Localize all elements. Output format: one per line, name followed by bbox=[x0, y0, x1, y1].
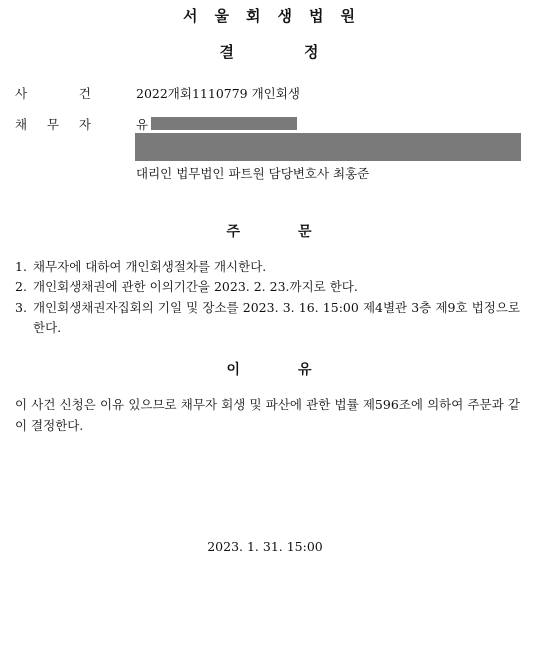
reason-heading: 이유 bbox=[226, 362, 370, 378]
document-title: 결정 bbox=[219, 43, 389, 61]
order-item-number: 3. bbox=[15, 300, 27, 315]
order-item-number: 2. bbox=[15, 279, 27, 294]
order-item-text: 개인회생채권에 관한 이의기간을 2023. 2. 23.까지로 한다. bbox=[33, 279, 358, 294]
debtor-label-char-3: 자 bbox=[78, 117, 91, 132]
case-label-char-1: 사 bbox=[15, 86, 28, 101]
representative-line: 대리인 법무법인 파트원 담당변호사 최홍준 bbox=[136, 166, 370, 181]
debtor-label-char-1: 채 bbox=[15, 117, 28, 132]
case-label bbox=[15, 84, 91, 102]
order-item-text: 채무자에 대하여 개인회생절차를 개시한다. bbox=[33, 259, 267, 274]
debtor-label bbox=[15, 115, 91, 133]
order-item-text: 개인회생채권자집회의 기일 및 장소를 2023. 3. 16. 15:00 제4별관 3층 제9호 법정으로 한다. bbox=[33, 300, 520, 335]
debtor-label-char-2: 무 bbox=[46, 117, 60, 132]
case-label-char-2: 건 bbox=[78, 86, 91, 101]
debtor-name-prefix: 유 bbox=[136, 117, 149, 132]
reason-text: 이 사건 신청은 이유 있으므로 채무자 회생 및 파산에 관한 법률 제596조에 의하여 주문과 같이 결정한다. bbox=[15, 397, 520, 433]
order-item-number: 1. bbox=[15, 259, 27, 274]
case-number: 2022개회1110779 개인회생 bbox=[136, 86, 300, 101]
redacted-address bbox=[135, 133, 521, 161]
redacted-name bbox=[151, 117, 297, 130]
decision-date: 2023. 1. 31. 15:00 bbox=[207, 539, 323, 554]
order-heading: 주문 bbox=[226, 224, 370, 240]
court-name: 서울회생법원 bbox=[183, 7, 372, 25]
